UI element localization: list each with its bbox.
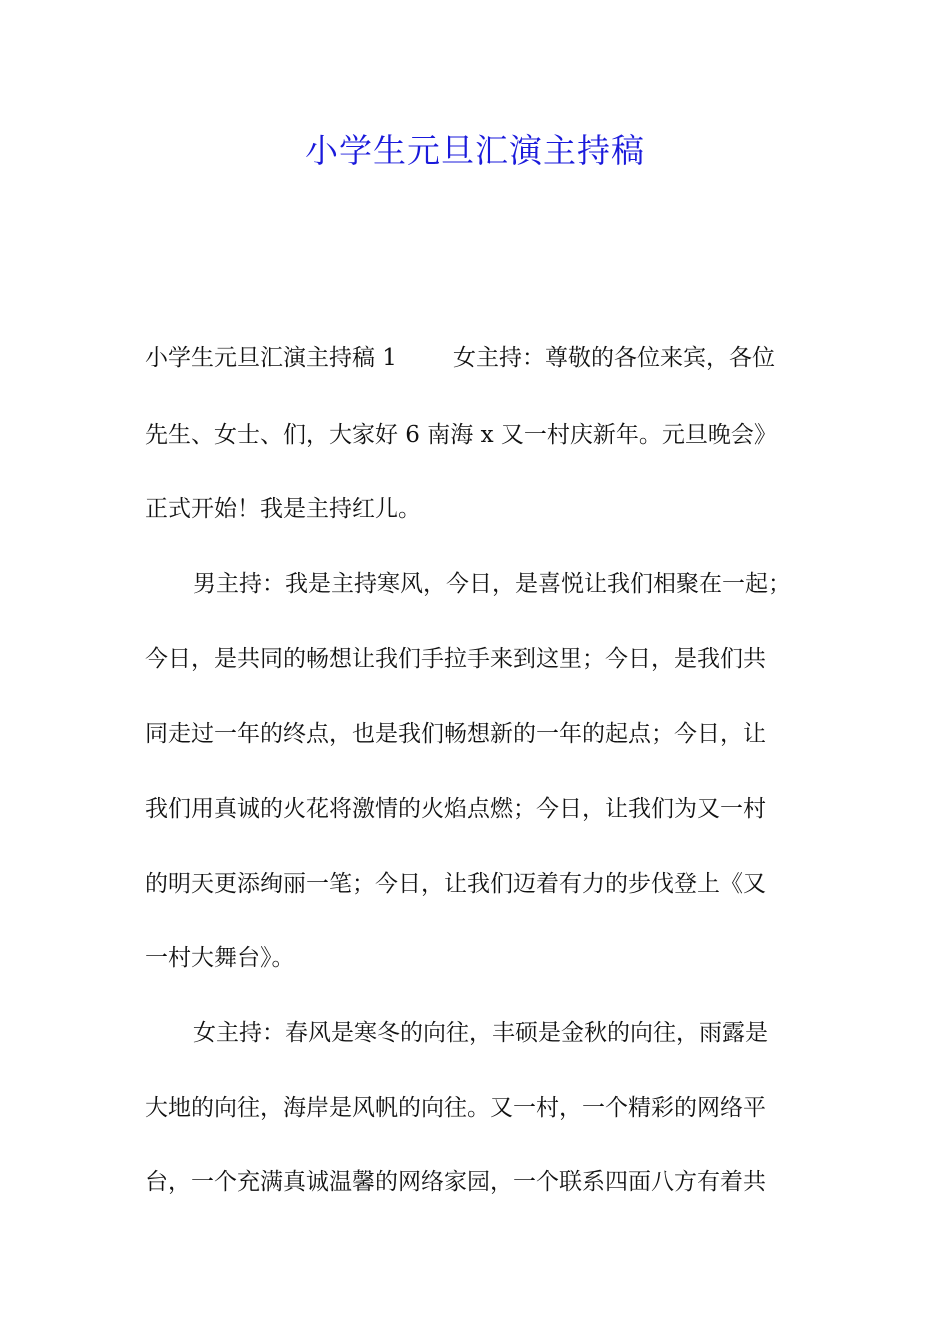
document-title: 小学生元旦汇演主持稿 — [305, 131, 645, 170]
text-line-8: 的明天更添绚丽一笔；今日，让我们迈着有力的步伐登上《又 — [145, 871, 766, 897]
text-line-9: 一村大舞台》。 — [145, 945, 295, 971]
text-line-11: 大地的向往，海岸是风帆的向往。又一村，一个精彩的网络平 — [145, 1095, 766, 1121]
text-line-12: 台，一个充满真诚温馨的网络家园，一个联系四面八方有着共 — [145, 1169, 766, 1195]
text-line-5: 今日，是共同的畅想让我们手拉手来到这里；今日，是我们共 — [145, 646, 766, 672]
text-line-heading: 小学生元旦汇演主持稿 1 — [145, 345, 397, 371]
text-line-4: 男主持：我是主持寒风，今日，是喜悦让我们相聚在一起； — [193, 571, 791, 597]
text-line-6: 同走过一年的终点，也是我们畅想新的一年的起点；今日，让 — [145, 721, 766, 747]
text-line-1 — [145, 343, 775, 373]
text-line-speaker: 女主持：尊敬的各位来宾，各位 — [452, 345, 775, 371]
text-line-3: 正式开始！我是主持红儿。 — [145, 496, 421, 522]
text-line-7: 我们用真诚的火花将激情的火焰点燃；今日，让我们为又一村 — [145, 796, 766, 822]
text-line-10: 女主持：春风是寒冬的向往，丰硕是金秋的向往，雨露是 — [193, 1020, 768, 1046]
text-line-2: 先生、女士、们，大家好 6 南海 x 又一村庆新年。元旦晚会》 — [145, 422, 777, 448]
